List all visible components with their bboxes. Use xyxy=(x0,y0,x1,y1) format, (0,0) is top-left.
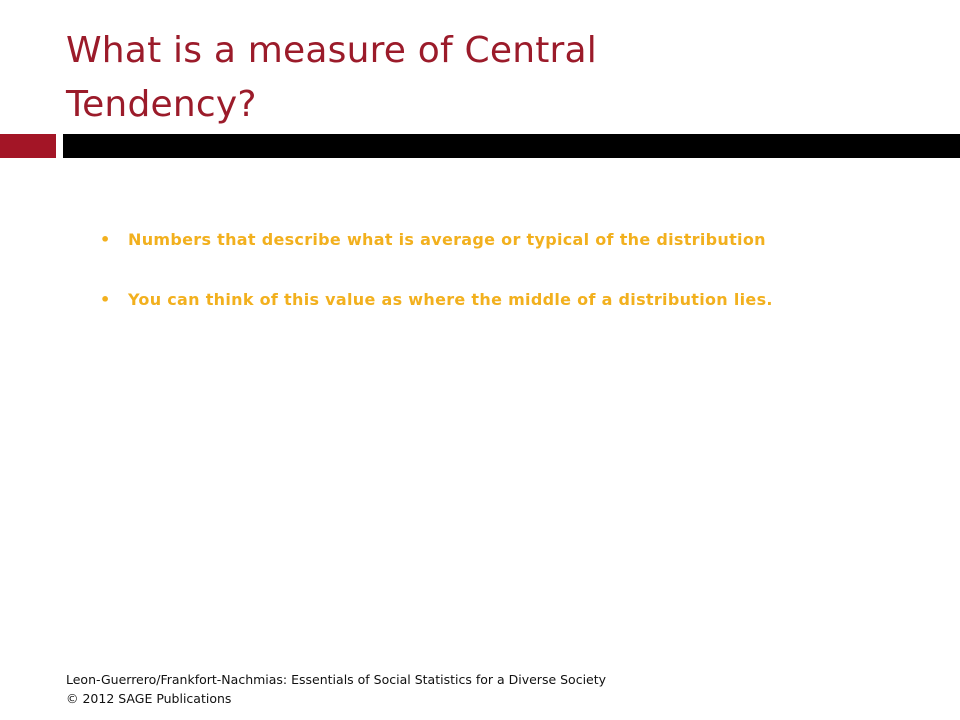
footer-source: Leon-Guerrero/Frankfort-Nachmias: Essentials of Social Statistics for a Diverse Society xyxy=(66,672,607,687)
bullet-item xyxy=(100,286,900,314)
bullet-item xyxy=(100,226,900,254)
slide-title: What is a measure of Central Tendency? xyxy=(66,30,598,125)
title-divider-bar xyxy=(63,134,960,158)
footer-copyright: © 2012 SAGE Publications xyxy=(66,691,232,706)
footer-citation xyxy=(66,670,606,708)
bullet-icon: • xyxy=(100,230,111,249)
bullet-text: Numbers that describe what is average or typical of the distribution xyxy=(128,230,766,249)
title-accent-bar xyxy=(0,134,56,158)
bullet-list xyxy=(100,226,900,346)
bullet-icon: • xyxy=(100,290,111,309)
bullet-text: You can think of this value as where the middle of a distribution lies. xyxy=(128,290,773,309)
